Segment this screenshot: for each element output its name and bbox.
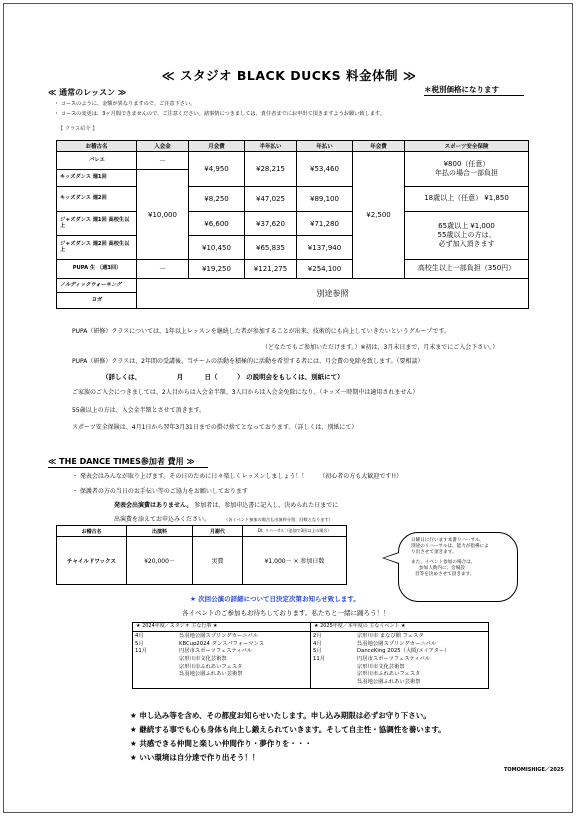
half-year-fee: ¥47,025: [245, 187, 297, 212]
insurance-line-5: 55歳以上の方は、: [437, 230, 496, 239]
insurance-line-2: 年払の場合一部負担: [435, 169, 498, 177]
events-right-list: [311, 632, 489, 689]
pupa-note-3: PUPA（研修）クラスは、2年間の受講後、当チームの活動を積極的に活動を希望する者には、月会費の免除を致します。（要相談）: [72, 358, 424, 365]
header-class: お稽古名: [57, 141, 137, 152]
event-name: 宗形川市ふれあいフェスタ: [357, 671, 421, 678]
table-row: [57, 152, 529, 170]
event-name: KBCup2024 ダンスパフォーマンス: [179, 640, 265, 647]
insurance-note-top: [405, 152, 529, 187]
header-monthly: 月会費: [189, 141, 245, 152]
insurance-line-4: 65歳以上 ¥1,000: [438, 221, 495, 230]
document-page: [3, 3, 573, 813]
pupa-note-4: [102, 372, 344, 381]
other-ref: 別途参照: [137, 279, 529, 309]
callout-line-4: また、イベント参加の場合は、: [411, 559, 476, 565]
rehearsal-callout: [398, 532, 518, 602]
callout-line-1: 日曜日に行います本番リハーサル、: [411, 538, 484, 543]
class-name: ジャズダンス 週1回 高校生以上: [57, 212, 137, 236]
closing-line-2: ★ 継続する事でも心も身体も向上し鍛えられていきます。そして自主性・協調性を養います。: [130, 725, 446, 734]
callout-line-2: 別途のリハーサルは、能力が指導によ: [411, 544, 489, 550]
event-month: 5月: [313, 648, 322, 655]
enroll-fee: －: [137, 152, 189, 170]
dt-note-2: ・ 保護者の方の当日のお手伝い等のご協力をお願いしております: [72, 488, 248, 495]
event-month: [313, 671, 357, 679]
header-yearly: 年会費: [353, 141, 405, 152]
page-title: ≪ スタジオ BLACK DUCKS 料金体制 ≫: [161, 68, 417, 83]
monthly-fee: ¥8,250: [189, 187, 245, 212]
annual-fee: ¥71,280: [297, 212, 353, 236]
pupa-note-2: （どなたでもご参加いただけます。）※初は、3月末日まで、月末までにご入会下さい。）: [262, 344, 499, 351]
events-left-list: [133, 632, 311, 689]
list-item: [135, 648, 308, 656]
table-row: [57, 279, 529, 293]
dt-header-name: お稽古名: [57, 526, 127, 537]
dt-table-header: [57, 526, 347, 537]
tax-note: ＊税別価格になります: [424, 84, 524, 96]
monthly-fee: ¥4,950: [189, 152, 245, 187]
dt-note-4: [114, 514, 333, 523]
dt-note-1b: （初心者の方も大歓迎です!!）: [319, 473, 403, 480]
event-month: 5月: [135, 640, 144, 647]
events-body: [133, 632, 489, 689]
event-month: [313, 679, 357, 687]
dt-header-rehearsal: Dt. リハーサル（追加で3回以上の場合）: [243, 526, 347, 537]
class-name: ヨガ: [57, 293, 137, 309]
list-item: [313, 633, 486, 641]
event-month: [135, 671, 179, 679]
events-right-header: ★ 2025年度／本年度の 主なイベント ★: [311, 623, 489, 632]
monthly-fee: ¥19,250: [189, 260, 245, 279]
table-row: [57, 187, 529, 212]
insurance-line-6: 必ず加入頂きます: [438, 240, 495, 249]
dt-note-1: [72, 471, 402, 480]
insurance-senior: [405, 212, 529, 260]
footer-credit: TOMOMISHIGE／2025: [504, 767, 564, 773]
class-name: ジャズダンス 週2回 高校生以上: [57, 236, 137, 260]
dt-note-3a: 発表会出演費はありません。: [114, 502, 193, 509]
dt-note-3: [114, 500, 338, 509]
half-year-fee: ¥65,835: [245, 236, 297, 260]
class-name: ノルディックウォーキング: [57, 279, 137, 293]
lesson-note-2: ・ コースの変更は、3ヶ月間できませんので、ご注意ください。諸事情につきましては、責任者までにお申出て頂きますようお願い致します。: [54, 111, 385, 117]
header-insurance: スポーツ安全保険: [405, 141, 529, 152]
class-name: バレエ: [57, 152, 137, 170]
enroll-fee: ¥10,000: [137, 170, 189, 260]
list-item: [135, 656, 308, 664]
pupa-note-4b: 月: [176, 373, 184, 381]
event-name: 呉羽地公園スプリングカーニバル: [179, 633, 259, 639]
event-month: 4月: [313, 640, 322, 647]
dt-class-name: チャイルドワックス: [57, 537, 127, 585]
dt-fee: ¥20,000－: [127, 537, 193, 585]
event-month: 2月: [313, 633, 322, 639]
header-annual: 年払い: [297, 141, 353, 152]
class-name: PUPA 生 （週3回）: [57, 260, 137, 279]
event-name: 宗形川市文化芸術祭: [357, 663, 405, 670]
dt-table-row: [57, 537, 347, 585]
annual-fee: ¥53,460: [297, 152, 353, 187]
fee-table-header: [57, 141, 529, 152]
event-name: 宗形川市文化芸術祭: [179, 656, 227, 663]
insurance-pupa: 高校生以上一部負担（350円）: [405, 260, 529, 279]
class-intro-label: 【 クラス紹介 】: [58, 126, 98, 132]
list-item: [135, 671, 308, 679]
dt-note-1a: ・ 発表会はみんなが取り上げます。その日のために日々楽しくレッスンしましょう！！: [72, 473, 308, 480]
event-month: [313, 664, 357, 672]
insurance-line-1: ¥800（任意）: [443, 159, 490, 168]
event-name: DanceKing 2025（大阪/メイアター）: [357, 648, 450, 655]
event-name: 呉羽地公園ふれあい芸術祭: [179, 671, 243, 678]
event-name: 呉羽地公園スプリングカーニバル: [357, 640, 437, 647]
dt-monthly: 実費: [193, 537, 243, 585]
event-name: 円居市スポーツフェスティバル: [179, 648, 253, 655]
list-item: [313, 656, 486, 664]
dt-heading: ≪ THE DANCE TIMES参加者 費用 ≫: [48, 456, 208, 468]
event-name: 円居市スポーツフェスティバル: [357, 656, 431, 663]
class-name: キッズダンス 週2回: [57, 187, 137, 212]
closing-line-4: ★ いい環境は自分達で作り出そう！！: [130, 753, 260, 762]
table-row: [57, 212, 529, 236]
pupa-note-4e: の説明会をもしくは、別紙にて）: [246, 373, 344, 381]
list-item: [313, 648, 486, 656]
callout-line-3: り出させて頂きます。: [411, 550, 457, 556]
events-table: [132, 622, 489, 689]
callout-tail-inner: [384, 553, 399, 563]
event-name: 宗形川市ふれあいフェスタ: [179, 663, 243, 670]
dt-note-3b: 参加者は、参加申込書に記入し、決められた日までに: [194, 502, 339, 509]
callout-line-5: 参加人数内に、会場設: [419, 565, 465, 571]
header-enroll: 入会金: [137, 141, 189, 152]
dt-rehearsal: ¥1,000－ × 参加日数: [243, 537, 347, 585]
event-month: 11月: [313, 656, 326, 663]
monthly-fee: ¥6,600: [189, 212, 245, 236]
annual-fee: ¥137,940: [297, 236, 353, 260]
enroll-fee: －: [137, 260, 189, 279]
half-year-fee: ¥121,275: [245, 260, 297, 279]
lesson-note-1: ・ コースのように、金額が異なりますので、ご注意下さい。: [54, 101, 196, 107]
pupa-note-4c: 日（: [204, 373, 218, 381]
dt-note-4b: （各イベント参加の場合も出演料分別、回数となります）: [223, 517, 333, 522]
event-name: 宗形川市 まなび館 フェスタ: [357, 633, 424, 639]
yearly-membership-fee: ¥2,500: [353, 152, 405, 279]
class-name: キッズダンス 週1回: [57, 170, 137, 187]
closing-line-1: ★ 申し込み等を含め、その都度お知らせいたします。申し込み期限は必ずお守り下さい。: [130, 711, 431, 720]
annual-fee: ¥89,100: [297, 187, 353, 212]
dt-note-4a: 出演費を添えてお申込みください。: [114, 516, 211, 523]
dt-header-fee: 出演料: [127, 526, 193, 537]
event-invite: 各イベントのご参加もお待ちしております。私たちと一緒に踊ろう！！: [182, 609, 390, 617]
dt-fee-table: [56, 525, 347, 585]
list-item: [135, 633, 308, 641]
insurance-adult: 18歳以上（任意） ¥1,850: [405, 187, 529, 212]
event-month: [135, 656, 179, 664]
insurance-period-note: スポーツ安全保険は、4月1日から翌年3月31日までの掛け捨てとなっております。（詳しくは、別紙にて）: [72, 424, 358, 431]
closing-line-3: ★ 共感できる仲間と楽しい仲間作り・夢作りを・・・: [130, 739, 312, 748]
event-month: 4月: [135, 633, 144, 639]
half-year-fee: ¥37,620: [245, 212, 297, 236]
table-row: [57, 260, 529, 279]
dt-header-monthly: 月謝代: [193, 526, 243, 537]
event-month: [135, 664, 179, 672]
lesson-heading: ≪ 通常のレッスン ≫: [48, 88, 127, 97]
annual-fee: ¥254,100: [297, 260, 353, 279]
pupa-note-1: PUPA（研修）クラスについては、1年以上レッスンを継続した者が参加することが出来、技術的にも向上していきたいというグループです。: [72, 328, 451, 335]
header-half: 半年払い: [245, 141, 297, 152]
event-month: 11月: [135, 648, 148, 655]
pupa-note-4d: ）: [237, 373, 244, 381]
monthly-fee: ¥10,450: [189, 236, 245, 260]
event-notice: ★ 次回公演の詳細について日決定次第お知らせ致します。: [190, 595, 360, 603]
half-year-fee: ¥28,215: [245, 152, 297, 187]
senior-note: 55歳以上の方は、入会金半額とさせて頂きます。: [72, 407, 206, 414]
pupa-note-4a: （詳しくは、: [102, 373, 141, 381]
list-item: [313, 671, 486, 679]
events-left-header: ★ 2024年度／スタジオ 主な行事 ★: [133, 623, 311, 632]
family-note: ご家族のご入会につきましては、2人目からは入会金半額、3人目からは入会金免除になり、（キッズ一時期中は適用されません）: [72, 389, 419, 396]
list-item: [313, 679, 486, 687]
event-name: 呉羽地公園ふれあい芸術祭: [357, 679, 421, 686]
callout-line-6: 営等を決めさせて頂きます。: [415, 571, 475, 577]
fee-table: [56, 140, 529, 309]
events-header: [133, 623, 489, 632]
